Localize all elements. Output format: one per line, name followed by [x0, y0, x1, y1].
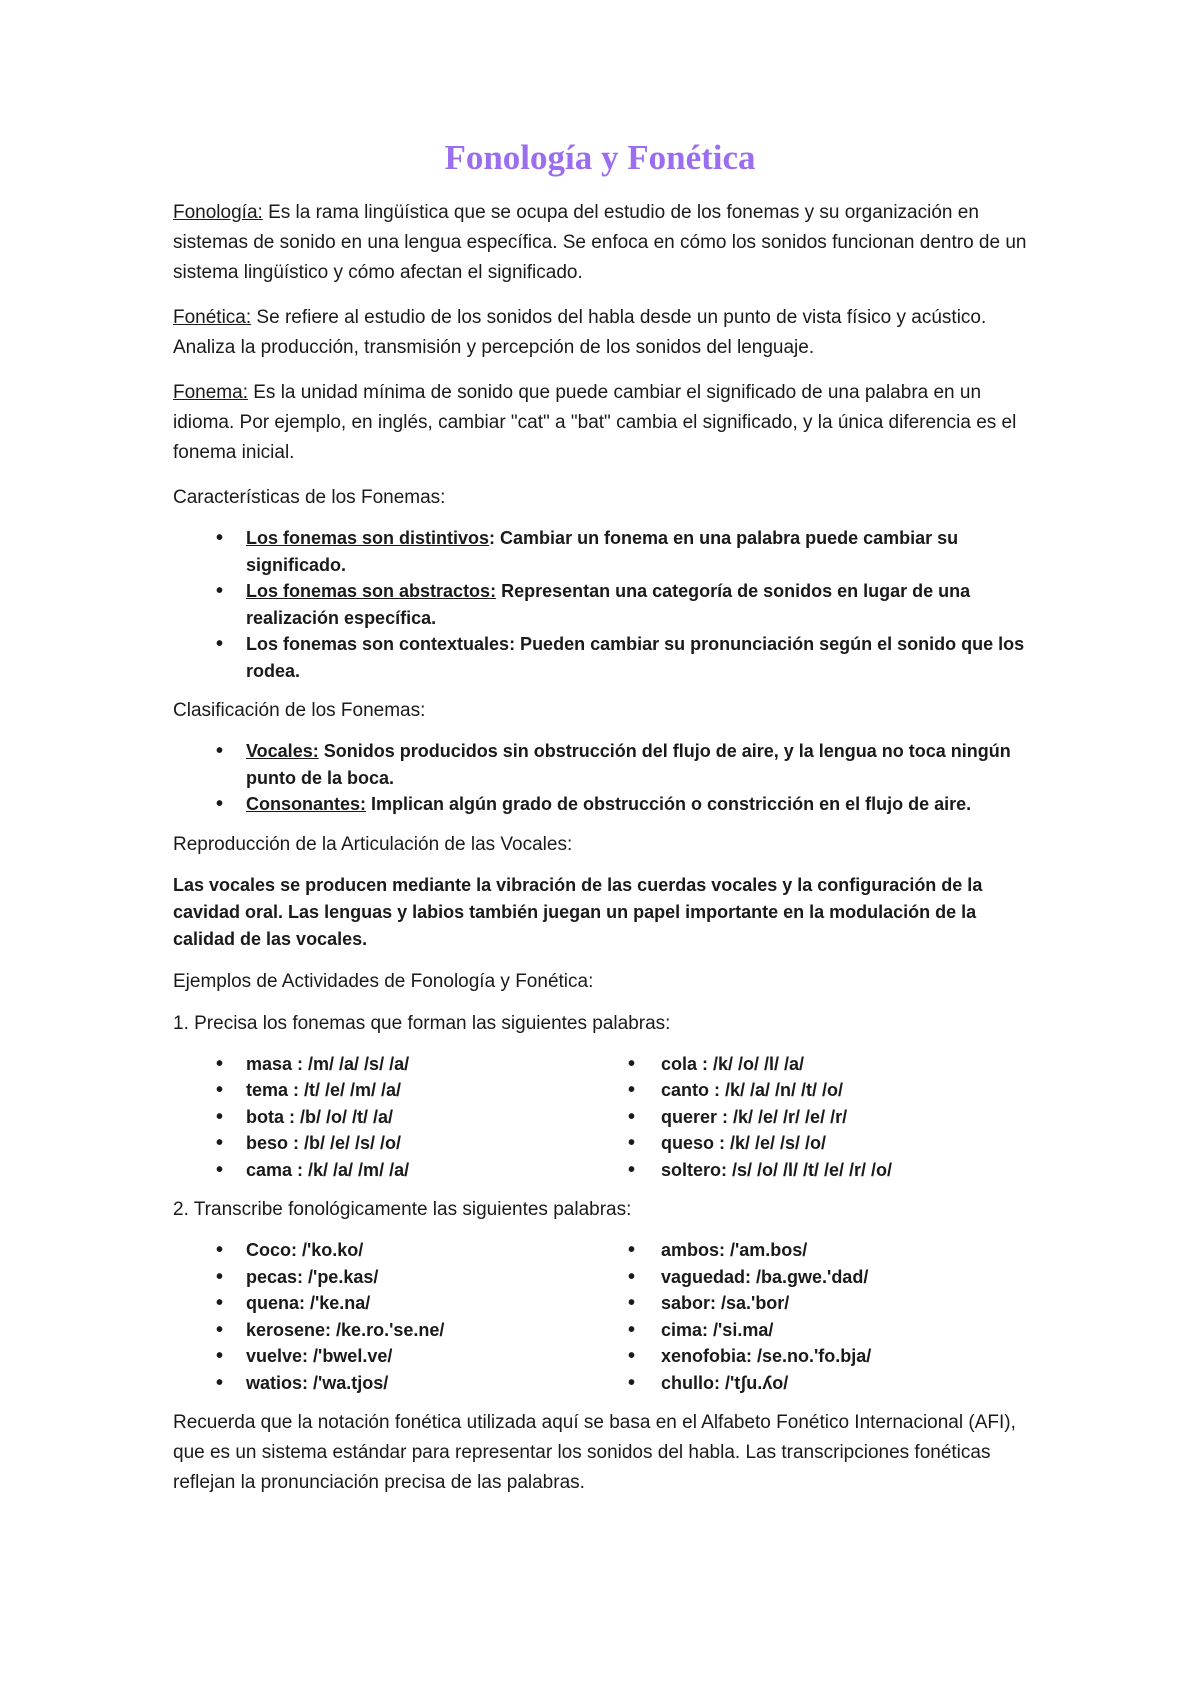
list-item: • tema : /t/ /e/ /m/ /a/ — [173, 1077, 608, 1104]
closing-paragraph: Recuerda que la notación fonética utilizada aquí se basa en el Alfabeto Fonético Internacional (AFI), que es un sistema estándar para representar los sonidos del habla. Las transcripciones fonéticas reflejan la pronunciación precisa de las palabras. — [173, 1412, 1016, 1493]
item-text: : Cambiar un fonema en una palabra puede cambiar su significado. — [246, 528, 959, 575]
actividad2-columns — [173, 1237, 1043, 1396]
caracteristicas-heading: Características de los Fonemas: — [173, 487, 446, 508]
actividad2-right-list — [608, 1237, 1043, 1396]
actividad1-heading: 1. Precisa los fonemas que forman las siguientes palabras: — [173, 1012, 671, 1034]
item-label: Vocales: — [246, 741, 319, 761]
list-item: • watios: /'wa.tjos/ — [173, 1370, 608, 1397]
item-label: Los fonemas son abstractos: — [246, 581, 497, 601]
actividad1-columns — [173, 1051, 1043, 1184]
list-item: • canto : /k/ /a/ /n/ /t/ /o/ — [608, 1077, 1043, 1104]
definition-term: Fonética: — [173, 307, 252, 328]
definition-text: Se refiere al estudio de los sonidos del habla desde un punto de vista físico y acústico. Analiza la producción, transmisión y percepción de los sonidos del lenguaje. — [173, 307, 987, 358]
document-body — [173, 198, 1043, 1498]
item-text: Los fonemas son contextuales: Pueden cambiar su pronunciación según el sonido que los rodea. — [246, 634, 1025, 681]
list-item: • xenofobia: /se.no.'fo.bja/ — [608, 1343, 1043, 1370]
page-title: Fonología y Fonética — [444, 138, 756, 177]
definition-term: Fonema: — [173, 382, 248, 403]
list-item: • Coco: /'ko.ko/ — [173, 1237, 608, 1264]
list-item — [173, 578, 1043, 631]
list-item: • vuelve: /'bwel.ve/ — [173, 1343, 608, 1370]
list-item: • bota : /b/ /o/ /t/ /a/ — [173, 1104, 608, 1131]
item-label: Consonantes: — [246, 794, 367, 814]
item-text: Representan una categoría de sonidos en lugar de una realización específica. — [246, 581, 971, 628]
definition-term: Fonología: — [173, 202, 263, 223]
clasificacion-heading: Clasificación de los Fonemas: — [173, 700, 426, 721]
list-item: • masa : /m/ /a/ /s/ /a/ — [173, 1051, 608, 1078]
list-item: • beso : /b/ /e/ /s/ /o/ — [173, 1130, 608, 1157]
list-item: • querer : /k/ /e/ /r/ /e/ /r/ — [608, 1104, 1043, 1131]
definition-text: Es la unidad mínima de sonido que puede cambiar el significado de una palabra en un idioma. Por ejemplo, en inglés, cambiar "cat" a "bat" cambia el significado, y la única diferencia es el fonema inicial. — [173, 382, 1017, 463]
item-text: Sonidos producidos sin obstrucción del flujo de aire, y la lengua no toca ningún punto de la boca. — [246, 741, 1011, 788]
actividad1-left-list — [173, 1051, 608, 1184]
definition-fonologia — [173, 198, 1043, 288]
list-item — [173, 791, 1043, 818]
ejemplos-heading: Ejemplos de Actividades de Fonología y Fonética: — [173, 970, 594, 992]
list-item: • kerosene: /ke.ro.'se.ne/ — [173, 1317, 608, 1344]
list-item: • vaguedad: /ba.gwe.'dad/ — [608, 1264, 1043, 1291]
list-item — [173, 738, 1043, 791]
definition-text: Es la rama lingüística que se ocupa del estudio de los fonemas y su organización en sistemas de sonido en una lengua específica. Se enfoca en cómo los sonidos funcionan dentro de un sistema lingüístico y cómo afectan el significado. — [173, 202, 1027, 283]
item-label: Los fonemas son distintivos — [246, 528, 490, 548]
list-item — [173, 631, 1043, 684]
list-item — [173, 525, 1043, 578]
definition-fonetica — [173, 303, 1043, 363]
actividad2-left-list — [173, 1237, 608, 1396]
item-text: Implican algún grado de obstrucción o constricción en el flujo de aire. — [366, 794, 972, 814]
list-item: • soltero: /s/ /o/ /l/ /t/ /e/ /r/ /o/ — [608, 1157, 1043, 1184]
list-item: • quena: /'ke.na/ — [173, 1290, 608, 1317]
list-item: • pecas: /'pe.kas/ — [173, 1264, 608, 1291]
list-item: • ambos: /'am.bos/ — [608, 1237, 1043, 1264]
list-item: • queso : /k/ /e/ /s/ /o/ — [608, 1130, 1043, 1157]
definition-fonema — [173, 378, 1043, 468]
actividad2-heading: 2. Transcribe fonológicamente las siguientes palabras: — [173, 1199, 632, 1220]
reproduccion-text: Las vocales se producen mediante la vibración de las cuerdas vocales y la configuración de la cavidad oral. Las lenguas y labios también juegan un papel importante en la modulación de la calidad de las vocales. — [173, 874, 983, 949]
caracteristicas-list — [173, 525, 1043, 684]
list-item: • cola : /k/ /o/ /l/ /a/ — [608, 1051, 1043, 1078]
actividad1-right-list — [608, 1051, 1043, 1184]
list-item: • cama : /k/ /a/ /m/ /a/ — [173, 1157, 608, 1184]
list-item: • sabor: /sa.'bor/ — [608, 1290, 1043, 1317]
list-item: • cima: /'si.ma/ — [608, 1317, 1043, 1344]
clasificacion-list — [173, 738, 1043, 818]
list-item: • chullo: /'tʃu.ʎo/ — [608, 1370, 1043, 1397]
reproduccion-heading: Reproducción de la Articulación de las Vocales: — [173, 833, 573, 855]
